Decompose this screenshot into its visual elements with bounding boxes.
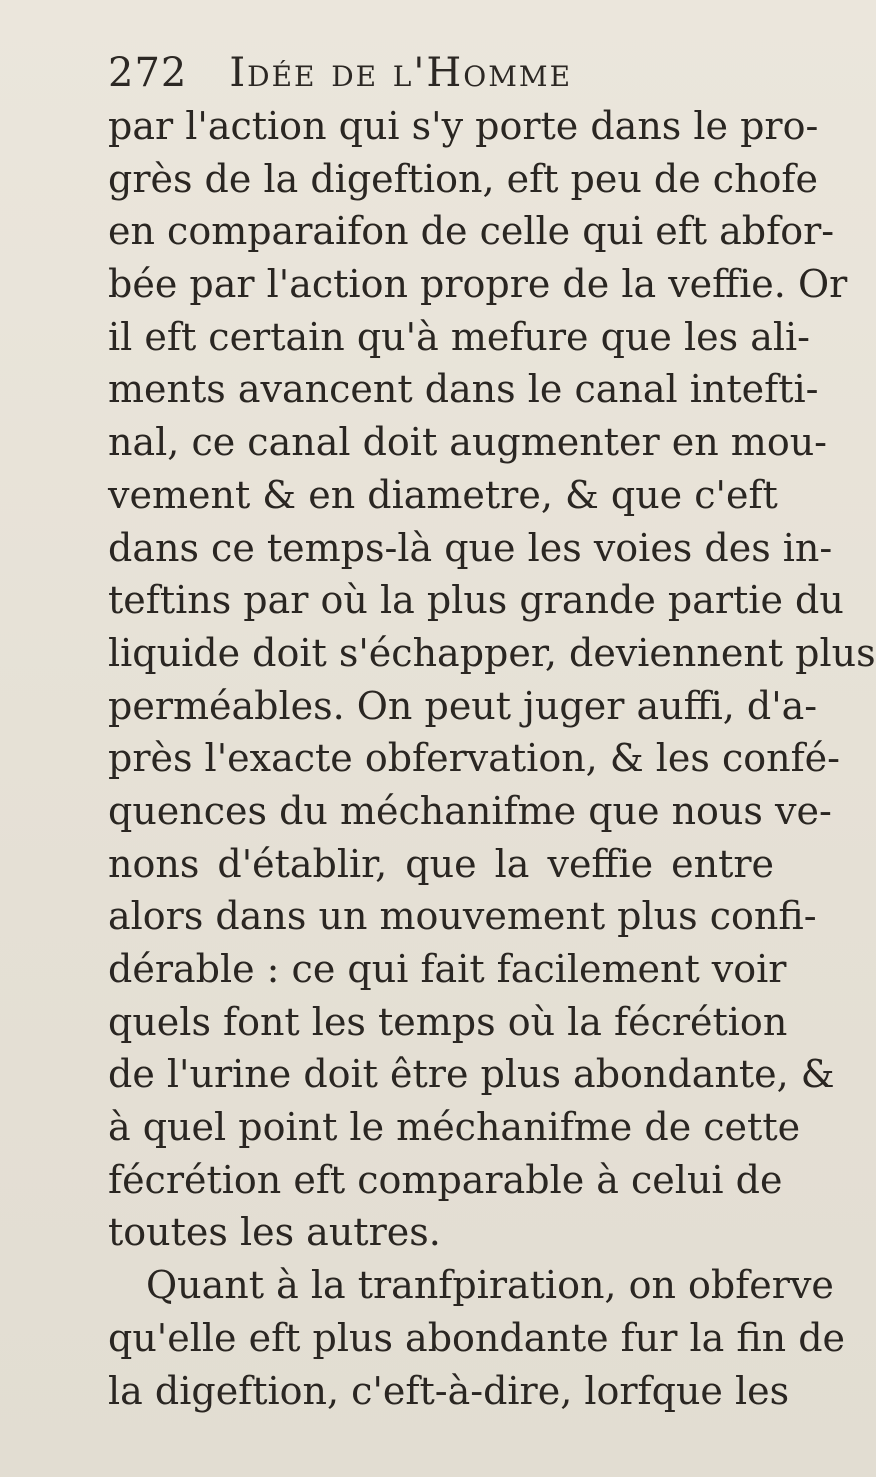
page-number: 272 xyxy=(108,50,188,96)
text-line: nons d'établir, que la veffie entre xyxy=(108,841,774,886)
text-line: perméables. On peut juger auffi, d'a- xyxy=(108,683,818,728)
text-line-paragraph-end: toutes les autres. xyxy=(108,1210,441,1255)
running-title: Idée de l'Homme xyxy=(229,50,573,96)
text-line: liquide doit s'échapper, deviennent plus xyxy=(108,630,876,675)
text-line: à quel point le méchanifme de cette xyxy=(108,1105,801,1150)
text-line: bée par l'action propre de la veffie. Or xyxy=(108,262,848,307)
text-line: la digeftion, c'eft-à-dire, lorfque les xyxy=(108,1368,790,1413)
text-line: qu'elle eft plus abondante fur la fin de xyxy=(108,1315,846,1360)
text-line: dans ce temps-là que les voies des in- xyxy=(108,525,833,570)
text-line: quences du méchanifme que nous ve- xyxy=(108,788,832,833)
text-line: par l'action qui s'y porte dans le pro- xyxy=(108,104,819,148)
text-line: ments avancent dans le canal intefti- xyxy=(108,367,819,412)
text-line: fécrétion eft comparable à celui de xyxy=(108,1157,783,1202)
text-line-paragraph-start: Quant à la tranfpiration, on obferve xyxy=(146,1263,834,1308)
text-line: grès de la digeftion, eft peu de chofe xyxy=(108,156,818,201)
text-line: vement & en diametre, & que c'eft xyxy=(108,472,778,517)
text-line: près l'exacte obfervation, & les confé- xyxy=(108,736,840,781)
text-line: alors dans un mouvement plus confi- xyxy=(108,894,817,939)
text-line: il eft certain qu'à mefure que les ali- xyxy=(108,314,811,359)
text-line: nal, ce canal doit augmenter en mou- xyxy=(108,420,828,465)
text-body xyxy=(108,100,876,1417)
text-line: teftins par où la plus grande partie du xyxy=(108,578,844,623)
text-line: dérable : ce qui fait facilement voir xyxy=(108,947,787,991)
text-line: quels font les temps où la fécrétion xyxy=(108,999,788,1044)
text-line: en comparaifon de celle qui eft abfor- xyxy=(108,209,835,254)
text-line: de l'urine doit être plus abondante, & xyxy=(108,1052,835,1097)
